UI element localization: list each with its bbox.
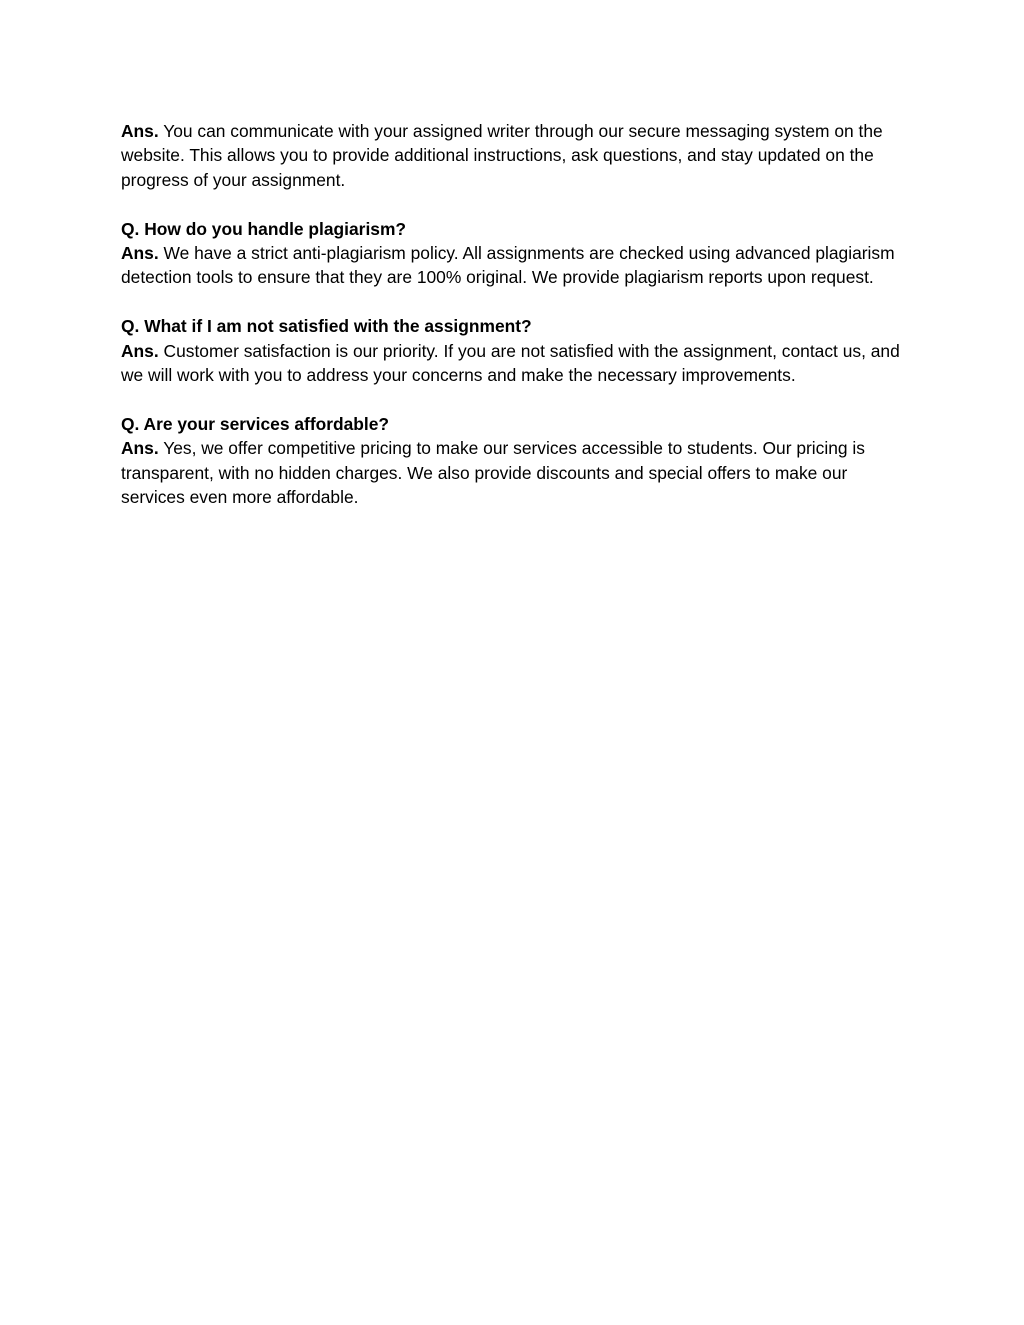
intro-answer bbox=[121, 119, 911, 192]
paragraph-gap bbox=[121, 192, 911, 216]
answer-text: Yes, we offer competitive pricing to make our services accessible to students. Our pricing is transparent, with no hidden charges. We also provide discounts and special offers to make our services even more affordable. bbox=[121, 438, 865, 508]
answer-label: Ans. bbox=[121, 438, 159, 459]
document-body bbox=[121, 119, 911, 509]
faq-question-plagiarism: Q. How do you handle plagiarism? bbox=[121, 218, 407, 239]
faq-question-satisfaction: Q. What if I am not satisfied with the assignment? bbox=[121, 316, 532, 337]
faq-answer-plagiarism bbox=[121, 241, 911, 290]
answer-label: Ans. bbox=[121, 243, 159, 264]
answer-text: You can communicate with your assigned writer through our secure messaging system on the website. This allows you to provide additional instructions, ask questions, and stay updated on the progress of your assignment. bbox=[121, 121, 883, 190]
answer-text: We have a strict anti-plagiarism policy. All assignments are checked using advanced plagiarism detection tools to ensure that they are 100% original. We provide plagiarism reports upon request. bbox=[121, 243, 895, 288]
answer-label: Ans. bbox=[121, 121, 159, 141]
faq-answer-satisfaction bbox=[121, 339, 911, 388]
answer-text: Customer satisfaction is our priority. If you are not satisfied with the assignment, contact us, and we will work with you to address your concerns and make the necessary improvements. bbox=[121, 340, 900, 386]
paragraph-gap bbox=[121, 290, 911, 314]
faq-answer-affordable bbox=[121, 436, 911, 509]
answer-label: Ans. bbox=[121, 340, 159, 361]
paragraph-gap bbox=[121, 387, 911, 411]
faq-question-affordable: Q. Are your services affordable? bbox=[121, 413, 390, 434]
